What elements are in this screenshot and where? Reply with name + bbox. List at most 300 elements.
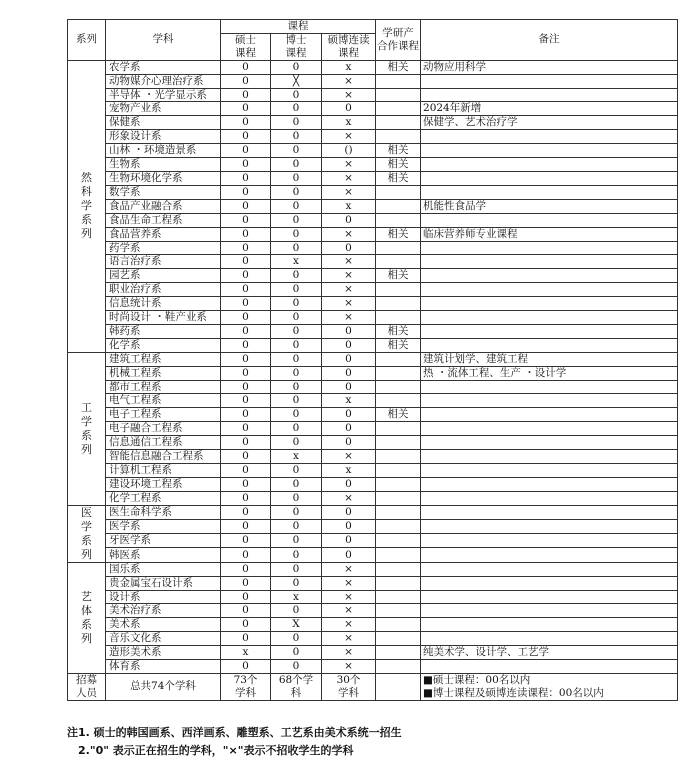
phd-cell: 0 bbox=[271, 352, 322, 366]
industry-cell bbox=[376, 394, 421, 408]
subject-cell: 食品生命工程系 bbox=[106, 213, 221, 227]
industry-cell bbox=[376, 213, 421, 227]
phd-cell: 0 bbox=[271, 241, 322, 255]
combined-cell: 0 bbox=[322, 338, 376, 352]
phd-cell: 0 bbox=[271, 311, 322, 325]
master-cell: 0 bbox=[221, 394, 271, 408]
phd-cell: 0 bbox=[271, 422, 322, 436]
note-cell bbox=[421, 450, 678, 464]
combined-cell: x bbox=[322, 464, 376, 478]
industry-cell: 相关 bbox=[376, 338, 421, 352]
master-cell: x bbox=[221, 646, 271, 660]
subject-cell: 宠物产业系 bbox=[106, 102, 221, 116]
master-cell: 0 bbox=[221, 255, 271, 269]
note-cell: 热 ・流体工程、生产 ・设计学 bbox=[421, 366, 678, 380]
combined-cell: × bbox=[322, 283, 376, 297]
subject-cell: 电子工程系 bbox=[106, 408, 221, 422]
combined-cell: × bbox=[322, 158, 376, 172]
industry-cell bbox=[376, 74, 421, 88]
note-cell bbox=[421, 144, 678, 158]
master-cell: 0 bbox=[221, 324, 271, 338]
subject-cell: 医生命科学系 bbox=[106, 505, 221, 519]
table-row bbox=[68, 74, 678, 88]
combined-cell: × bbox=[322, 562, 376, 576]
master-cell: 0 bbox=[221, 450, 271, 464]
phd-cell: 0 bbox=[271, 464, 322, 478]
table-row bbox=[68, 130, 678, 144]
master-cell: 0 bbox=[221, 590, 271, 604]
industry-cell bbox=[376, 422, 421, 436]
industry-cell bbox=[376, 185, 421, 199]
remark-2: 2."0" 表示正在招生的学科，"×"表示不招收学生的学科 bbox=[78, 744, 354, 757]
subject-cell: 音乐文化系 bbox=[106, 632, 221, 646]
series-group-label bbox=[68, 505, 106, 562]
note-cell bbox=[421, 269, 678, 283]
subject-cell: 食品营养系 bbox=[106, 227, 221, 241]
note-cell bbox=[421, 491, 678, 505]
table-row bbox=[68, 227, 678, 241]
combined-cell: × bbox=[322, 576, 376, 590]
recruitment-total: 总共74个学科 bbox=[106, 673, 221, 700]
industry-cell bbox=[376, 102, 421, 116]
industry-cell bbox=[376, 646, 421, 660]
subject-cell: 信息通信工程系 bbox=[106, 436, 221, 450]
subject-cell: 智能信息融合工程系 bbox=[106, 450, 221, 464]
master-cell: 0 bbox=[221, 408, 271, 422]
note-cell: 机能性食品学 bbox=[421, 199, 678, 213]
subject-cell: 语言治疗系 bbox=[106, 255, 221, 269]
industry-cell bbox=[376, 283, 421, 297]
combined-cell: x bbox=[322, 116, 376, 130]
remark-1: 注1. 硕士的韩国画系、西洋画系、雕塑系、工艺系由美术系统一招生 bbox=[67, 726, 402, 739]
industry-cell bbox=[376, 576, 421, 590]
phd-cell: 0 bbox=[271, 269, 322, 283]
subject-cell: 国乐系 bbox=[106, 562, 221, 576]
master-cell: 0 bbox=[221, 199, 271, 213]
phd-cell: 0 bbox=[271, 171, 322, 185]
table-row bbox=[68, 311, 678, 325]
note-cell bbox=[421, 185, 678, 199]
note-cell bbox=[421, 324, 678, 338]
quota-master: ■硕士课程：00名以内 bbox=[423, 673, 531, 686]
master-cell: 0 bbox=[221, 171, 271, 185]
note-cell: 保健学、艺术治疗学 bbox=[421, 116, 678, 130]
combined-cell: 0 bbox=[322, 477, 376, 491]
note-cell bbox=[421, 297, 678, 311]
table-row bbox=[68, 477, 678, 491]
phd-cell: 0 bbox=[271, 534, 322, 548]
note-cell bbox=[421, 171, 678, 185]
subject-cell: 电气工程系 bbox=[106, 394, 221, 408]
table-row bbox=[68, 269, 678, 283]
table-row bbox=[68, 185, 678, 199]
subject-cell: 贵金属宝石设计系 bbox=[106, 576, 221, 590]
phd-cell: 0 bbox=[271, 436, 322, 450]
subject-cell: 机械工程系 bbox=[106, 366, 221, 380]
combined-cell: x bbox=[322, 60, 376, 74]
note-cell bbox=[421, 158, 678, 172]
industry-cell: 相关 bbox=[376, 408, 421, 422]
series-group-label bbox=[68, 352, 106, 505]
subject-cell: 建筑工程系 bbox=[106, 352, 221, 366]
combined-cell: 0 bbox=[322, 505, 376, 519]
combined-cell: × bbox=[322, 297, 376, 311]
table-row bbox=[68, 422, 678, 436]
table-row bbox=[68, 534, 678, 548]
master-cell: 0 bbox=[221, 632, 271, 646]
subject-cell: 电子融合工程系 bbox=[106, 422, 221, 436]
table-row bbox=[68, 408, 678, 422]
industry-cell bbox=[376, 380, 421, 394]
table-row bbox=[68, 394, 678, 408]
master-cell: 0 bbox=[221, 562, 271, 576]
combined-cell: × bbox=[322, 590, 376, 604]
master-cell: 0 bbox=[221, 436, 271, 450]
note-cell bbox=[421, 604, 678, 618]
note-cell bbox=[421, 422, 678, 436]
master-cell: 0 bbox=[221, 60, 271, 74]
table-row bbox=[68, 116, 678, 130]
combined-cell: × bbox=[322, 185, 376, 199]
subject-cell: 生物环境化学系 bbox=[106, 171, 221, 185]
table-row bbox=[68, 199, 678, 213]
table-row bbox=[68, 505, 678, 519]
master-cell: 0 bbox=[221, 311, 271, 325]
table-row bbox=[68, 213, 678, 227]
master-cell: 0 bbox=[221, 338, 271, 352]
note-cell bbox=[421, 338, 678, 352]
note-cell bbox=[421, 311, 678, 325]
table-row bbox=[68, 450, 678, 464]
series-group-text: 然科学系列 bbox=[81, 171, 92, 241]
subject-cell: 形象设计系 bbox=[106, 130, 221, 144]
table-row bbox=[68, 436, 678, 450]
industry-cell bbox=[376, 618, 421, 632]
industry-cell bbox=[376, 548, 421, 562]
master-cell: 0 bbox=[221, 130, 271, 144]
master-cell: 0 bbox=[221, 297, 271, 311]
table-row bbox=[68, 576, 678, 590]
note-cell bbox=[421, 408, 678, 422]
subject-cell: 半导体 ・光学显示系 bbox=[106, 88, 221, 102]
recruitment-label: 招募 人员 bbox=[68, 673, 106, 700]
master-cell: 0 bbox=[221, 604, 271, 618]
series-group-text: 艺体系列 bbox=[81, 589, 92, 645]
master-cell: 0 bbox=[221, 660, 271, 674]
subject-cell: 保健系 bbox=[106, 116, 221, 130]
industry-cell bbox=[376, 88, 421, 102]
subject-cell: 生物系 bbox=[106, 158, 221, 172]
industry-cell bbox=[376, 352, 421, 366]
phd-cell: 0 bbox=[271, 199, 322, 213]
table-row bbox=[68, 646, 678, 660]
series-group-label bbox=[68, 562, 106, 673]
industry-cell bbox=[376, 366, 421, 380]
subject-cell: 山林 ・环境造景系 bbox=[106, 144, 221, 158]
master-cell: 0 bbox=[221, 534, 271, 548]
table-row bbox=[68, 464, 678, 478]
subject-cell: 美术系 bbox=[106, 618, 221, 632]
industry-cell bbox=[376, 604, 421, 618]
table-row bbox=[68, 338, 678, 352]
series-group-text: 医学系列 bbox=[81, 505, 92, 561]
phd-cell: 0 bbox=[271, 227, 322, 241]
note-cell bbox=[421, 548, 678, 562]
master-cell: 0 bbox=[221, 422, 271, 436]
note-cell bbox=[421, 130, 678, 144]
combined-cell: 0 bbox=[322, 366, 376, 380]
master-cell: 0 bbox=[221, 576, 271, 590]
phd-cell: x bbox=[271, 255, 322, 269]
industry-cell: 相关 bbox=[376, 324, 421, 338]
master-cell: 0 bbox=[221, 241, 271, 255]
master-cell: 0 bbox=[221, 227, 271, 241]
subject-cell: 医学系 bbox=[106, 519, 221, 533]
industry-cell bbox=[376, 505, 421, 519]
phd-cell: x bbox=[271, 450, 322, 464]
series-group-text: 工学系列 bbox=[81, 400, 92, 456]
phd-cell: 0 bbox=[271, 144, 322, 158]
combined-cell: 0 bbox=[322, 422, 376, 436]
industry-cell bbox=[376, 297, 421, 311]
master-cell: 0 bbox=[221, 380, 271, 394]
table-row bbox=[68, 519, 678, 533]
note-cell bbox=[421, 241, 678, 255]
industry-cell bbox=[376, 519, 421, 533]
header-phd: 博士 课程 bbox=[271, 33, 322, 60]
industry-cell bbox=[376, 311, 421, 325]
subject-cell: 美术治疗系 bbox=[106, 604, 221, 618]
subject-cell: 动物媒介心理治疗系 bbox=[106, 74, 221, 88]
combined-cell: x bbox=[322, 199, 376, 213]
phd-cell: 0 bbox=[271, 660, 322, 674]
table-row bbox=[68, 366, 678, 380]
industry-cell: 相关 bbox=[376, 227, 421, 241]
phd-cell: 0 bbox=[271, 491, 322, 505]
combined-cell: () bbox=[322, 144, 376, 158]
header-master: 硕士 课程 bbox=[221, 33, 271, 60]
recruitment-combined: 30个 学科 bbox=[322, 673, 376, 700]
combined-cell: 0 bbox=[322, 102, 376, 116]
note-cell bbox=[421, 255, 678, 269]
subject-cell: 信息统计系 bbox=[106, 297, 221, 311]
industry-cell bbox=[376, 255, 421, 269]
combined-cell: × bbox=[322, 74, 376, 88]
master-cell: 0 bbox=[221, 269, 271, 283]
header-series: 系列 bbox=[68, 20, 106, 61]
master-cell: 0 bbox=[221, 491, 271, 505]
master-cell: 0 bbox=[221, 352, 271, 366]
header-industry: 学研产 合作课程 bbox=[376, 20, 421, 61]
subject-cell: 设计系 bbox=[106, 590, 221, 604]
master-cell: 0 bbox=[221, 283, 271, 297]
phd-cell: 0 bbox=[271, 562, 322, 576]
note-cell: 纯美术学、设计学、工艺学 bbox=[421, 646, 678, 660]
note-cell: 动物应用科学 bbox=[421, 60, 678, 74]
master-cell: 0 bbox=[221, 144, 271, 158]
industry-cell bbox=[376, 130, 421, 144]
subject-cell: 化学工程系 bbox=[106, 491, 221, 505]
combined-cell: × bbox=[322, 130, 376, 144]
subject-cell: 都市工程系 bbox=[106, 380, 221, 394]
subject-cell: 园艺系 bbox=[106, 269, 221, 283]
table-row bbox=[68, 102, 678, 116]
phd-cell: 0 bbox=[271, 604, 322, 618]
combined-cell: × bbox=[322, 604, 376, 618]
phd-cell: 0 bbox=[271, 297, 322, 311]
table-row bbox=[68, 491, 678, 505]
note-cell bbox=[421, 576, 678, 590]
industry-cell bbox=[376, 590, 421, 604]
subject-cell: 体育系 bbox=[106, 660, 221, 674]
combined-cell: × bbox=[322, 269, 376, 283]
phd-cell: 0 bbox=[271, 408, 322, 422]
master-cell: 0 bbox=[221, 74, 271, 88]
industry-cell bbox=[376, 436, 421, 450]
header-courses: 课程 bbox=[221, 20, 376, 34]
table-row bbox=[68, 380, 678, 394]
note-cell: 2024年新增 bbox=[421, 102, 678, 116]
combined-cell: 0 bbox=[322, 519, 376, 533]
phd-cell: 0 bbox=[271, 338, 322, 352]
table-row bbox=[68, 255, 678, 269]
combined-cell: × bbox=[322, 450, 376, 464]
subject-cell: 食品产业融合系 bbox=[106, 199, 221, 213]
table-row bbox=[68, 548, 678, 562]
note-cell bbox=[421, 436, 678, 450]
header-notes: 备注 bbox=[421, 20, 678, 61]
combined-cell: 0 bbox=[322, 436, 376, 450]
combined-cell: 0 bbox=[322, 213, 376, 227]
combined-cell: 0 bbox=[322, 324, 376, 338]
phd-cell: 0 bbox=[271, 88, 322, 102]
table-row bbox=[68, 352, 678, 366]
subject-cell: 职业治疗系 bbox=[106, 283, 221, 297]
subject-cell: 建设环境工程系 bbox=[106, 477, 221, 491]
master-cell: 0 bbox=[221, 366, 271, 380]
industry-cell: 相关 bbox=[376, 158, 421, 172]
table-row bbox=[68, 297, 678, 311]
industry-cell bbox=[376, 199, 421, 213]
note-cell bbox=[421, 562, 678, 576]
note-cell bbox=[421, 283, 678, 297]
recruitment-phd: 68个学 科 bbox=[271, 673, 322, 700]
master-cell: 0 bbox=[221, 477, 271, 491]
table-row bbox=[68, 171, 678, 185]
table-row bbox=[68, 88, 678, 102]
combined-cell: × bbox=[322, 646, 376, 660]
phd-cell: 0 bbox=[271, 158, 322, 172]
note-cell bbox=[421, 213, 678, 227]
note-cell: 建筑计划学、建筑工程 bbox=[421, 352, 678, 366]
master-cell: 0 bbox=[221, 505, 271, 519]
phd-cell: 0 bbox=[271, 519, 322, 533]
phd-cell: 0 bbox=[271, 548, 322, 562]
recruitment-row bbox=[68, 673, 678, 700]
combined-cell: × bbox=[322, 88, 376, 102]
industry-cell: 相关 bbox=[376, 60, 421, 74]
phd-cell: 0 bbox=[271, 380, 322, 394]
table-row bbox=[68, 562, 678, 576]
recruitment-master: 73个 学科 bbox=[221, 673, 271, 700]
phd-cell: ╳ bbox=[271, 74, 322, 88]
note-cell bbox=[421, 618, 678, 632]
master-cell: 0 bbox=[221, 185, 271, 199]
master-cell: 0 bbox=[221, 618, 271, 632]
phd-cell: 0 bbox=[271, 102, 322, 116]
note-cell bbox=[421, 74, 678, 88]
table-row bbox=[68, 144, 678, 158]
subject-cell: 化学系 bbox=[106, 338, 221, 352]
table-row bbox=[68, 660, 678, 674]
combined-cell: × bbox=[322, 311, 376, 325]
phd-cell: 0 bbox=[271, 505, 322, 519]
note-cell bbox=[421, 464, 678, 478]
subject-cell: 农学系 bbox=[106, 60, 221, 74]
note-cell bbox=[421, 88, 678, 102]
master-cell: 0 bbox=[221, 116, 271, 130]
industry-cell bbox=[376, 562, 421, 576]
industry-cell bbox=[376, 534, 421, 548]
master-cell: 0 bbox=[221, 158, 271, 172]
table-row bbox=[68, 283, 678, 297]
phd-cell: 0 bbox=[271, 60, 322, 74]
combined-cell: x bbox=[322, 394, 376, 408]
table-row bbox=[68, 632, 678, 646]
master-cell: 0 bbox=[221, 548, 271, 562]
industry-cell: 相关 bbox=[376, 269, 421, 283]
table-row bbox=[68, 604, 678, 618]
table-row bbox=[68, 324, 678, 338]
table-row bbox=[68, 158, 678, 172]
note-cell bbox=[421, 505, 678, 519]
subject-cell: 计算机工程系 bbox=[106, 464, 221, 478]
table-body bbox=[68, 60, 678, 673]
table-row bbox=[68, 60, 678, 74]
header-combined: 硕博连读 课程 bbox=[322, 33, 376, 60]
phd-cell: 0 bbox=[271, 324, 322, 338]
industry-cell bbox=[376, 632, 421, 646]
subject-cell: 韩医系 bbox=[106, 548, 221, 562]
combined-cell: × bbox=[322, 632, 376, 646]
subject-cell: 数学系 bbox=[106, 185, 221, 199]
phd-cell: X bbox=[271, 618, 322, 632]
subject-cell: 时尚设计 ・鞋产业系 bbox=[106, 311, 221, 325]
note-cell bbox=[421, 519, 678, 533]
note-cell bbox=[421, 590, 678, 604]
combined-cell: × bbox=[322, 227, 376, 241]
phd-cell: 0 bbox=[271, 213, 322, 227]
industry-cell bbox=[376, 660, 421, 674]
recruitment-quota bbox=[421, 673, 678, 700]
combined-cell: 0 bbox=[322, 241, 376, 255]
combined-cell: × bbox=[322, 171, 376, 185]
series-group-label bbox=[68, 60, 106, 352]
phd-cell: 0 bbox=[271, 130, 322, 144]
subject-cell: 药学系 bbox=[106, 241, 221, 255]
table-row bbox=[68, 241, 678, 255]
recruitment-empty bbox=[376, 673, 421, 700]
subject-cell: 牙医学系 bbox=[106, 534, 221, 548]
phd-cell: 0 bbox=[271, 366, 322, 380]
phd-cell: 0 bbox=[271, 632, 322, 646]
industry-cell bbox=[376, 464, 421, 478]
phd-cell: 0 bbox=[271, 477, 322, 491]
note-cell bbox=[421, 534, 678, 548]
combined-cell: × bbox=[322, 660, 376, 674]
industry-cell bbox=[376, 477, 421, 491]
master-cell: 0 bbox=[221, 213, 271, 227]
